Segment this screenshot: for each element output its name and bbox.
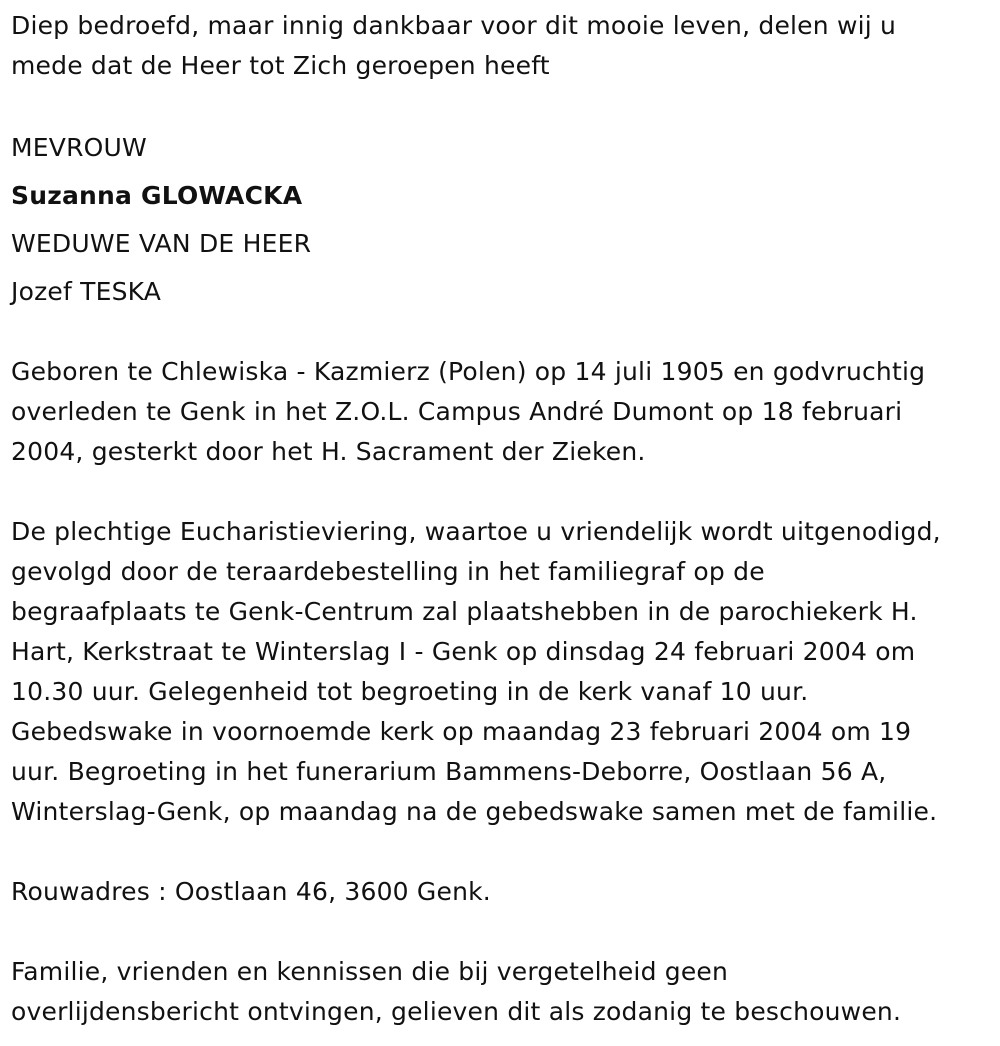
birth-death-paragraph <box>11 352 991 472</box>
intro-line-2: mede dat de Heer tot Zich geroepen heeft <box>11 51 550 80</box>
closing-line-1: Familie, vrienden en kennissen die bij vergetelheid geen <box>11 957 729 986</box>
ceremony-line-7: uur. Begroeting in het funerarium Bammens-Deborre, Oostlaan 56 A, <box>11 757 887 786</box>
ceremony-line-8: Winterslag-Genk, op maandag na de gebedswake samen met de familie. <box>11 797 938 826</box>
ceremony-paragraph <box>11 512 991 832</box>
spacer <box>11 912 991 952</box>
deceased-name: Suzanna GLOWACKA <box>11 181 303 210</box>
death-notice <box>11 6 991 1032</box>
ceremony-line-5: 10.30 uur. Gelegenheid tot begroeting in de kerk vanaf 10 uur. <box>11 677 809 706</box>
ceremony-line-1: De plechtige Eucharistieviering, waartoe u vriendelijk wordt uitgenodigd, <box>11 517 941 546</box>
birth-death-line-2: overleden te Genk in het Z.O.L. Campus André Dumont op 18 februari <box>11 397 903 426</box>
spacer <box>11 832 991 872</box>
birth-death-line-3: 2004, gesterkt door het H. Sacrament der Zieken. <box>11 437 646 466</box>
ceremony-line-6: Gebedswake in voornoemde kerk op maandag 23 februari 2004 om 19 <box>11 717 912 746</box>
deceased-spouse: Jozef TESKA <box>11 277 162 306</box>
mourning-address: Rouwadres : Oostlaan 46, 3600 Genk. <box>11 877 491 906</box>
ceremony-line-2: gevolgd door de teraardebestelling in het familiegraf op de <box>11 557 765 586</box>
intro-paragraph <box>11 6 991 86</box>
spacer <box>11 312 991 352</box>
closing-line-2: overlijdensbericht ontvingen, gelieven dit als zodanig te beschouwen. <box>11 997 902 1026</box>
deceased-relation: WEDUWE VAN DE HEER <box>11 229 312 258</box>
address-paragraph <box>11 872 991 912</box>
ceremony-line-3: begraafplaats te Genk-Centrum zal plaatshebben in de parochiekerk H. <box>11 597 918 626</box>
closing-paragraph <box>11 952 991 1032</box>
spacer <box>11 86 991 126</box>
ceremony-line-4: Hart, Kerkstraat te Winterslag I - Genk op dinsdag 24 februari 2004 om <box>11 637 916 666</box>
birth-death-line-1: Geboren te Chlewiska - Kazmierz (Polen) op 14 juli 1905 en godvruchtig <box>11 357 926 386</box>
deceased-block <box>11 124 991 316</box>
intro-line-1: Diep bedroefd, maar innig dankbaar voor dit mooie leven, delen wij u <box>11 11 897 40</box>
spacer <box>11 472 991 512</box>
deceased-title: MEVROUW <box>11 133 147 162</box>
